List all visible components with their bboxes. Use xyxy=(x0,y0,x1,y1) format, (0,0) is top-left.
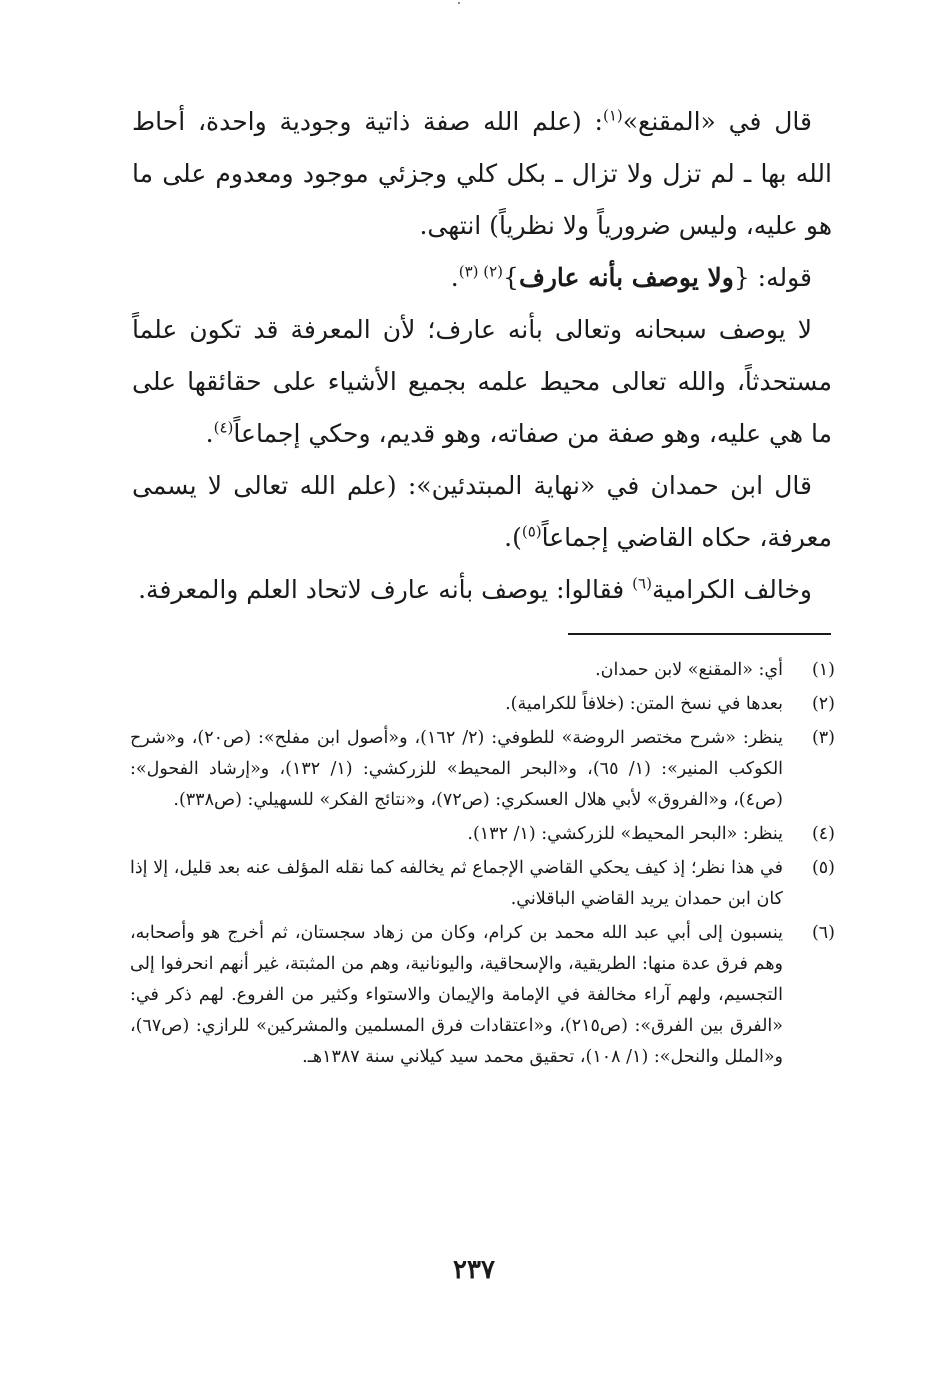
paragraph-4 xyxy=(132,460,832,564)
matn-quote: ولا يوصف بأنه عارف xyxy=(518,263,734,292)
footnote-ref-2-3[interactable]: (٢) (٣) xyxy=(458,262,504,281)
paragraph-1 xyxy=(132,96,832,252)
footnote-item xyxy=(130,819,835,850)
paragraph-3-end: . xyxy=(205,419,214,448)
paragraph-2-close: } xyxy=(503,263,519,292)
footnote-number: (٦) xyxy=(811,923,835,943)
main-text xyxy=(132,96,832,616)
scan-mark xyxy=(458,2,460,4)
footnote-item xyxy=(130,853,835,915)
paragraph-3-text: لا يوصف سبحانه وتعالى بأنه عارف؛ لأن المعرفة قد تكون علماً مستحدثاً، والله تعالى محيط علمه بجميع الأشياء على حقائقها على ما هي عليه، وهو صفة من صفاته، وهو قديم، وحكي إجماعاً xyxy=(132,315,832,448)
paragraph-4-text: قال ابن حمدان في «نهاية المبتدئين»: (علم الله تعالى لا يسمى معرفة، حكاه القاضي إجماعاً xyxy=(132,471,832,552)
footnote-item xyxy=(130,689,835,720)
footnote-text: ينسبون إلى أبي عبد الله محمد بن كرام، وكان من زهاد سجستان، ثم أخرج هو وأصحابه، وهم فرق عدة منها: الطريقية، والإسحاقية، واليونانية، وهم من المثبتة، غير أنهم انحرفوا إلى التجسيم، ولهم آراء مخالفة في الإمامة والإيمان والاستواء وكثير من الفروع. لهم ذكر في: «الفرق بين الفرق»: (ص٢١٥)، و«اعتقادات فرق المسلمين والمشركين» للرازي: (ص٦٧)، و«الملل والنحل»: (١/ ١٠٨)، تحقيق محمد سيد كيلاني سنة ١٣٨٧هـ. xyxy=(130,923,783,1067)
footnote-ref-1[interactable]: (١) xyxy=(602,106,623,125)
paragraph-1-text: قال في «المقنع» xyxy=(622,107,812,136)
footnote-text: أي: «المقنع» لابن حمدان. xyxy=(595,660,783,680)
footnote-item xyxy=(130,723,835,816)
paragraph-1-rest: : (علم الله صفة ذاتية وجودية واحدة، أحاط الله بها ـ لم تزل ولا تزال ـ بكل كلي وجزئي موجود ومعدوم على ما هو عليه، وليس ضرورياً ولا نظرياً) انتهى. xyxy=(132,107,832,240)
footnote-separator xyxy=(568,633,831,635)
paragraph-5-text: وخالف الكرامية xyxy=(651,575,812,604)
paragraph-4-end: ). xyxy=(504,523,522,552)
footnote-number: (٢) xyxy=(811,694,835,714)
footnotes xyxy=(130,655,835,1076)
footnote-number: (٣) xyxy=(811,728,835,748)
paragraph-3 xyxy=(132,304,832,460)
page-number: ٢٣٧ xyxy=(453,1255,495,1285)
footnote-text: ينظر: «شرح مختصر الروضة» للطوفي: (٢/ ١٦٢)، و«أصول ابن مفلح»: (ص٢٠)، و«شرح الكوكب المنير»: (١/ ٦٥)، و«البحر المحيط» للزركشي: (١/ ١٣٢)، و«إرشاد الفحول»: (ص٤)، و«الفروق» لأبي هلال العسكري: (ص٧٢)، و«نتائج الفكر» للسهيلي: (ص٣٣٨). xyxy=(130,728,784,810)
footnote-text: بعدها في نسخ المتن: (خلافاً للكرامية). xyxy=(505,694,783,714)
footnote-number: (٥) xyxy=(811,858,835,878)
footnote-text: ينظر: «البحر المحيط» للزركشي: (١/ ١٣٢). xyxy=(467,824,783,844)
footnote-ref-5[interactable]: (٥) xyxy=(521,522,542,541)
footnote-number: (٤) xyxy=(811,824,835,844)
footnote-item xyxy=(130,655,835,686)
paragraph-5-rest: فقالوا: يوصف بأنه عارف لاتحاد العلم والمعرفة. xyxy=(138,575,633,604)
footnote-ref-6[interactable]: (٦) xyxy=(632,574,652,593)
footnote-ref-4[interactable]: (٤) xyxy=(213,418,234,437)
paragraph-2-end: . xyxy=(450,263,459,292)
paragraph-5 xyxy=(132,564,832,616)
footnote-text: في هذا نظر؛ إذ كيف يحكي القاضي الإجماع ثم يخالفه كما نقله المؤلف عنه بعد قليل، إلا إذا كان ابن حمدان يريد القاضي الباقلاني. xyxy=(130,858,783,909)
paragraph-2 xyxy=(132,252,832,304)
paragraph-2-lead: قوله: { xyxy=(733,263,812,292)
footnote-item xyxy=(130,918,835,1073)
footnote-number: (١) xyxy=(811,660,835,680)
